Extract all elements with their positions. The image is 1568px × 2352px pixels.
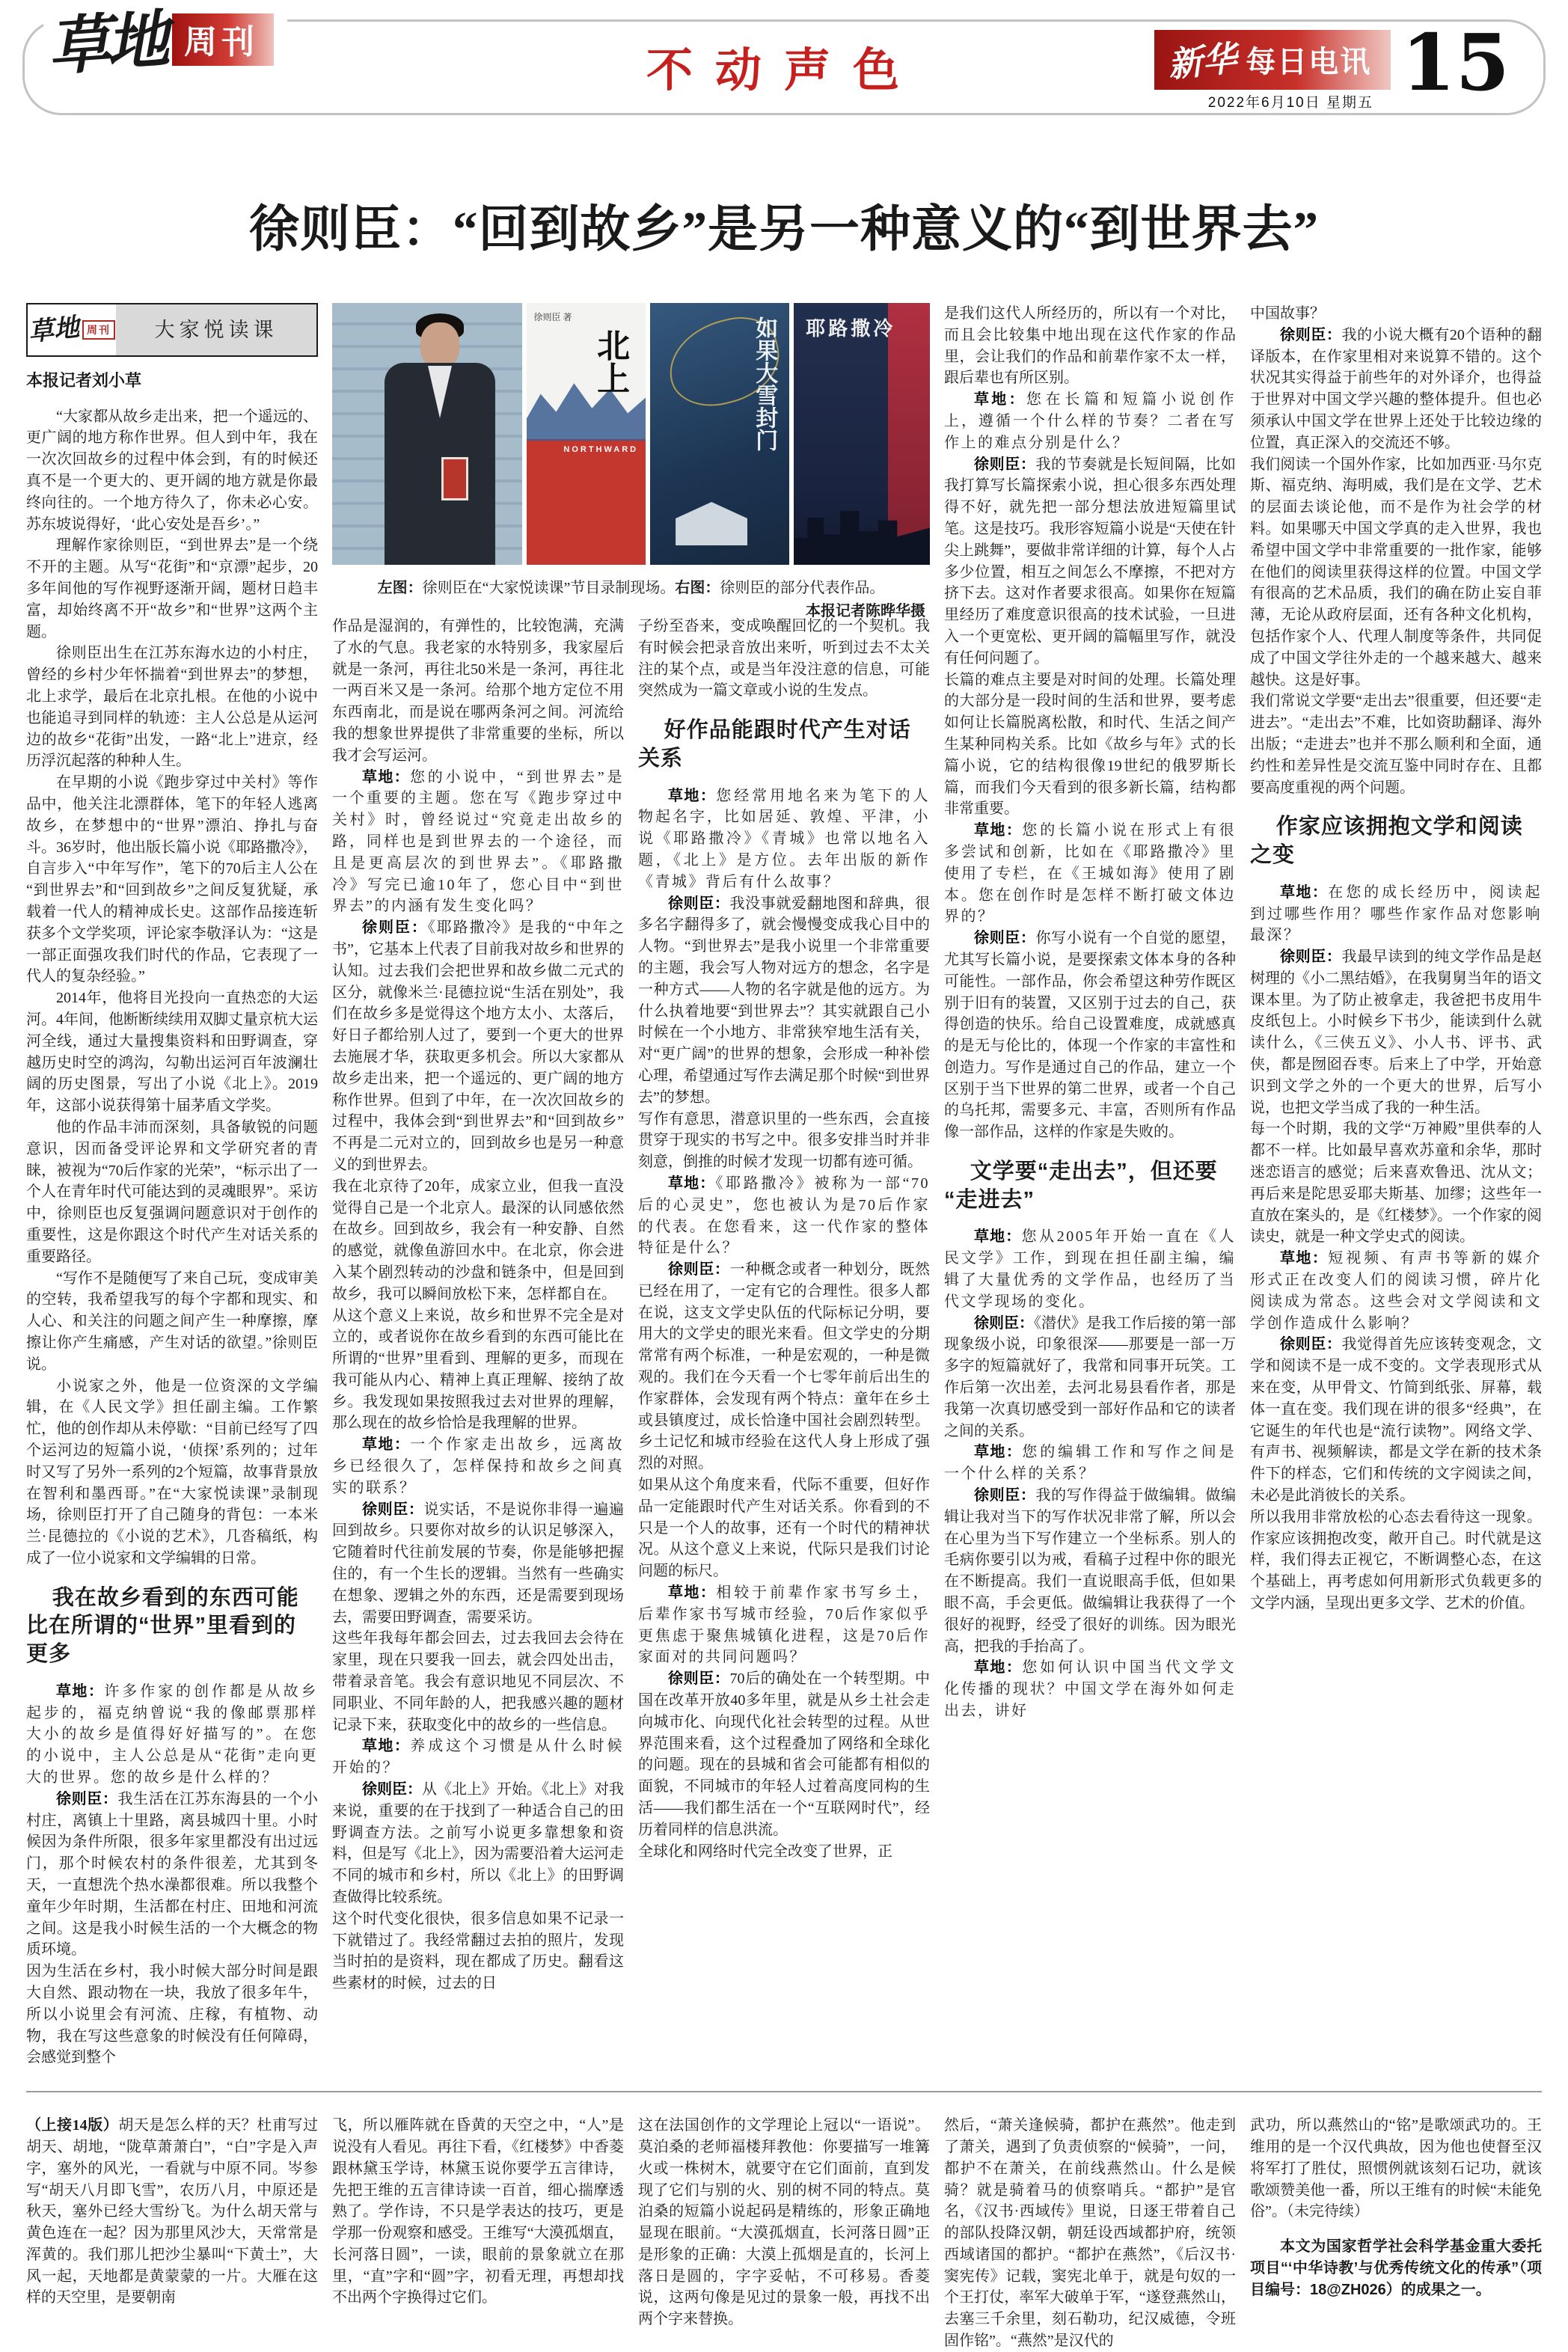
body-paragraph: 每一个时期，我的文学“万神殿”里供奉的人都不一样。比如最早喜欢苏童和余华，那时迷恋语言的感觉；后来喜欢鲁迅、沈从文；再后来是陀思妥耶夫斯基、加缪；这些年一直放在案头的，是《红楼梦》。一个作家的阅读史，就是一种文学史式的阅读。: [1250, 1121, 1542, 1246]
speaker-label: 草地：: [362, 1436, 411, 1454]
body-paragraph: 这个时代变化很快，很多信息如果不记录一下就错过了。我经常翻过去拍的照片，发现当时拍的是资料，现在都成了历史。翻看这些素材的时候，过去的日: [332, 1910, 624, 1992]
body-paragraph: “大家都从故乡走出来，把一个遥远的、更广阔的地方称作世界。但人到中年，我在一次次回故乡的过程中体会到，有的时候还真不是一个更大的、更开阔的地方就是你最终向往的。一个地方待久了，你未必心安。苏东坡说得好，‘此心安处是吾乡’。”: [26, 408, 318, 533]
body-paragraph: 徐则臣出生在江苏东海水边的小村庄，曾经的乡村少年怀揣着“到世界去”的梦想，北上求学，最后在北京扎根。在他的小说中也能追寻到同样的轨迹：主人公总是从运河边的故乡“花街”出发，一路“北上”进京，经历浮沉起落的种种人生。: [26, 645, 318, 770]
speaker-label: 草地：: [1280, 1250, 1329, 1267]
body-paragraph: （上接14版）胡天是怎么样的天？杜甫写过胡天、胡地，“陇草萧萧白”，“白”字是入声字，塞外的风光，一看就与中原不同。岑参写“胡天八月即飞雪”，农历八月，中原还是秋天，塞外已经大雪纷飞。为什么胡天常与黄色连在一起？因为那里风沙大，天常常是浑黄的。我们那儿把沙尘暴叫“下黄土”，大风一起，天地都是黄蒙蒙的一片。大雁在这样的天空里，是要朝南: [26, 2117, 319, 2306]
page-number: 15: [1401, 16, 1510, 108]
section-subhead: 文学要“走出去”，但还要“走进去”: [944, 1160, 1218, 1212]
body-paragraph: 全球化和网络时代完全改变了世界，正: [638, 1843, 892, 1860]
answer-paragraph: 徐则臣：《潜伏》是我工作后接的第一部现象级小说，印象很深——那要是一部一万多字的短篇就好了，我常和同事开玩笑。工作后第一次出差，去河北易县看作者，那是我第一次真切感受到一部好作品和它的读者之间的关系。: [944, 1314, 1236, 1439]
speaker-label: 徐则臣：: [1280, 949, 1342, 966]
article-column-4: [944, 303, 1236, 2068]
speaker-label: 草地：: [974, 1659, 1023, 1676]
answer-paragraph: 徐则臣：70后的确处在一个转型期。中国在改革开放40多年里，就是从乡土社会走向城市化、向现代化社会转型的过程。从世界范围来看，这个过程叠加了网络和全球化的问题。现在的县城和省会可能都有相似的面貌，不同城市的年轻人过着高度同构的生活——我们都生活在一个“互联网时代”，经历着同样的信息洪流。: [638, 1670, 930, 1838]
question-paragraph: 草地：您如何认识中国当代文学文化传播的现状？中国文学在海外如何走出去，讲好: [944, 1659, 1237, 1719]
body-paragraph: 这些年我每年都会回去，过去我回去会待在家里，现在只要我一回去，就会四处出击，带着录音笔。我会有意识地见不同层次、不同职业、不同年龄的人，把我感兴趣的题材记录下来，获取变化中的故乡的一些信息。: [332, 1630, 624, 1733]
question-paragraph: 草地：您的小说中，“到世界去”是一个重要的主题。您在写《跑步穿过中关村》时，曾经说过“究竟走出故乡的路，同样也是到世界去的一个途径，而且是更高层次的到世界去”。《耶路撒冷》写完已逾10年了，您心目中“到世界去”的内涵有发生变化吗？: [332, 768, 624, 915]
speaker-label: 草地：: [668, 1175, 716, 1192]
brand-script-caodi: 草地: [45, 1, 168, 85]
article-column-1: [26, 303, 318, 2068]
series-badge: [26, 303, 318, 357]
answer-paragraph: 徐则臣：我没事就爱翻地图和辞典，很多名字翻得多了，就会慢慢变成我心目中的人物。“到世界去”是我小说里一个非常重要的主题，我会写人物对远方的想念，名字是一种方式——人物的名字就是他的远方。为什么执着地要“到世界去”？其实就跟自己小时候在一个小地方、非常狭窄地生活有关，对“更广阔”的世界的想象，会形成一种补偿心理，希望通过写作去满足那个时候“到世界去”的梦想。: [638, 895, 930, 1106]
answer-paragraph: 徐则臣：我的小说大概有20个语种的翻译版本，在作家里相对来说算不错的。这个状况其实得益于前些年的对外译介，也得益于世界对中国文学兴趣的整体提升。但也必须承认中国文学在世界上还处于比较边缘的位置，真正深入的交流还不够。: [1250, 326, 1542, 451]
answer-paragraph: 徐则臣：你写小说有一个自觉的愿望，尤其写长篇小说，是要探索文体本身的各种可能性。一部作品，你会希望这种劳作既区别于旧有的装置，又区别于过去的自己，获得创造的快乐。给自己设置难度，成就感真的是无与伦比的，体现一个作家的丰富性和创造力。写作是通过自己的作品，建立一个区别于当下世界的第二世界，或者一个自己的乌托邦，需要多元、丰富，否则所有作品像一部作品，这样的作家是失败的。: [944, 930, 1236, 1141]
body-paragraph: 理解作家徐则臣，“到世界去”是一个绕不开的主题。从写“花街”和“京漂”起步，20多年间他的写作视野逐渐开阔，题材日趋丰富，却始终离不开“故乡”和“世界”这两个主题。: [26, 537, 318, 640]
column-blocks: [638, 2115, 930, 2330]
paper-logo-box: [1154, 30, 1391, 90]
question-paragraph: 草地：在您的成长经历中，阅读起到过哪些作用？哪些作家作品对您影响最深？: [1250, 883, 1543, 944]
speaker-label: 草地：: [362, 768, 410, 785]
section-subhead: 好作品能跟时代产生对话关系: [638, 718, 911, 771]
book-title: 北上: [592, 328, 629, 394]
answer-paragraph: 徐则臣：《耶路撒冷》是我的“中年之书”，它基本上代表了目前我对故乡和世界的认知。过去我们会把世界和故乡做二元式的区分，就像米兰·昆德拉说“生活在别处”，我们在故乡多是觉得这个地方太小、太落后，好日子都给别人过了，要到一个更大的世界去施展才华，获取更多机会。所以大家都从故乡走出来，把一个遥远的、更广阔的地方称作世界。但到了中年，在一次次回故乡的过程中，我体会到“到世界去”和“回到故乡”不再是二元对立的，回到故乡也是另一种意义的到世界去。: [332, 919, 624, 1173]
book-title: 如果大雪封门: [752, 316, 777, 451]
speaker-label: 草地：: [974, 391, 1026, 408]
answer-paragraph: 徐则臣：我的写作得益于做编辑。做编辑让我对当下的写作状况非常了解，所以会在心里为当下写作建立一个坐标系。别人的毛病你要引以为戒，看稿子过程中你的眼光在不断提高。我们一直说眼高手低，但如果眼不高，手会更低。做编辑让我获得了一个很好的视野，经受了很好的训练。因为眼光高，把我的手抬高了。: [944, 1487, 1236, 1655]
body-paragraph: 武功，所以燕然山的“铭”是歌颂武功的。王维用的是一个汉代典故，因为他也使督至汉将军打了胜仗，照惯例就该刻石记功，就该歌颂赞美他一番，所以王维有的时候“未能免俗”。（未完待续）: [1250, 2117, 1542, 2220]
column-title-text: 不动声色: [624, 46, 944, 97]
body-paragraph: 写作有意思，潜意识里的一些东西，会直接贯穿于现实的书写之中。很多安排当时并非刻意，倒推的时候才发现一切都有迹可循。: [638, 1110, 930, 1171]
article-column-5: [1250, 303, 1542, 2068]
funding-note: 本文为国家哲学社会科学基金重大委托项目“‘中华诗教’与优秀传统文化的传承”（项目编号：18@ZH026）的成果之一。: [1250, 2238, 1542, 2298]
body-paragraph: 然后，“萧关逢候骑，都护在燕然”。他走到了萧关，遇到了负责侦察的“候骑”，一问，都护不在萧关，在前线燕然山。什么是候骑？就是骑着马的侦察哨兵。“都护”是官名，《汉书·西域传》里说，日逐王带着自己的部队投降汉朝，朝廷设西域都护府，统领西域诸国的都护。“都护在燕然”，《后汉书·窦宪传》记载，窦宪北单于，就是句奴的一个王打仗，率军大破单于军，“遂登燕然山，去塞三千余里，刻石勒功，纪汉威德，令班固作铭”。“燕然”是汉代的: [944, 2117, 1236, 2350]
brand-box-zhoukan: 周刊: [172, 13, 274, 66]
book-subtitle: NORTHWARD: [563, 445, 639, 454]
badge-script-caodi: 草地: [27, 312, 81, 348]
speaker-label: 草地：: [974, 1444, 1023, 1461]
speaker-label: 徐则臣：: [56, 1790, 118, 1807]
body-paragraph: 从这个意义上来说，故乡和世界不完全是对立的，或者说你在故乡看到的东西可能比在所谓的“世界”里看到、理解的更多，而现在我可能从内心、精神上真正理解、接纳了故乡。我发现如果按照我过去对世界的理解，那么现在的故乡恰恰是我理解的世界。: [332, 1307, 624, 1432]
question-paragraph: 草地：您经常用地名来为笔下的人物起名字，比如居延、敦煌、平津，小说《耶路撒冷》《青城》也常以地名入题，《北上》是方位。去年出版的新作《青城》背后有什么故事？: [638, 787, 931, 890]
column-blocks: [944, 2115, 1236, 2352]
column-blocks: [26, 2115, 318, 2309]
body-paragraph: 长篇的难点主要是对时间的处理。长篇处理的大部分是一段时间的生活和世界，要考虑如何让长篇脱离松散，和时代、生活之间产生某种同构关系。比如《故乡与年》式的长篇小说，它的结构很像19世纪的俄罗斯长篇，而我们今天看到的很多新长篇，结构都非常重要。: [944, 671, 1236, 818]
badge-label: 大家悦读课: [116, 304, 316, 355]
person-holding-book: [441, 457, 468, 500]
photo-caption: [332, 575, 930, 597]
speaker-label: 草地：: [56, 1682, 105, 1700]
photos-strip: [332, 303, 930, 565]
body-paragraph: 如果从这个角度来看，代际不重要，但好作品一定能跟时代产生对话关系。你看到的不只是一个人的故事，还有一个时代的精神状况。从这个意义上来说，代际只是我们讨论问题的标尺。: [638, 1477, 930, 1580]
caption-text-left: 徐则臣在“大家悦读课”节目录制现场。: [422, 580, 676, 596]
main-article: [0, 303, 1568, 2068]
question-paragraph: 草地：您的编辑工作和写作之间是一个什么样的关系？: [944, 1444, 1237, 1483]
bottom-column-3: [638, 2115, 930, 2352]
question-paragraph: 草地：一个作家走出故乡，远离故乡已经很久了，怎样保持和故乡之间真实的联系？: [332, 1436, 625, 1496]
body-paragraph: 他的作品丰沛而深刻，具备敏锐的问题意识，因而备受评论界和文学研究者的青睐，被视为“70后作家的光荣”，“标示出了一个人在青年时代可能达到的灵魂眼界”。采访中，徐则臣也反复强调问题意识对于创作的重要性，这是你跟这个时代产生对话关系的重要路径。: [26, 1118, 318, 1265]
caption-label-left: 左图：: [377, 580, 423, 596]
speaker-label: 徐则臣：: [362, 919, 428, 937]
speaker-label: （上接14版）: [26, 2117, 119, 2134]
body-paragraph: 我们常说文学要“走出去”很重要，但还要“走进去”。“走出去”不难，比如资助翻译、海外出版；“走进去”也并不那么顺利和全面，通约性和差异性是交流互鉴中同时存在、且都要高度重视的两个问题。: [1250, 693, 1542, 796]
speaker-label: 徐则臣：: [974, 456, 1036, 473]
speaker-label: 徐则臣：: [362, 1501, 424, 1518]
paper-logo-name: 每日电讯: [1246, 45, 1372, 79]
speaker-label: 徐则臣：: [974, 1487, 1036, 1504]
column-blocks: [332, 2115, 624, 2309]
column-blocks: [1250, 303, 1542, 1614]
column-blocks: [26, 406, 318, 2068]
answer-paragraph: 徐则臣：我最早读到的纯文学作品是赵树理的《小二黑结婚》，在我舅舅当年的语文课本里。为了防止被拿走，我爸把书皮用牛皮纸包上。小时候乡下书少，能读到什么就读什么，《三侠五义》、小人书、评书、武侠，都是囫囵吞枣。后来上了中学，开始意识到文学之外的一个更大的世界，后写小说，也把文学当成了我的一种生活。: [1250, 949, 1542, 1116]
body-paragraph: 所以我用非常放松的心态去看待这一现象。作家应该拥抱改变，敞开自己。时代就是这样，我们得去正视它，不断调整心态，在这个基础上，再考虑如何用新形式负载更多的文学内涵，呈现出更多文学、艺术的价值。: [1250, 1508, 1542, 1611]
section-subhead: 我在故乡看到的东西可能比在所谓的“世界”里看到的更多: [26, 1585, 299, 1667]
body-paragraph: 我在北京待了20年，成家立业，但我一直没觉得自己是一个北京人。最深的认同感依然在故乡。回到故乡，我会有一种安静、自然的感觉，就像鱼游回水中。在北京，你会进入某个剧烈转动的沙盘和链条中，但是回到故乡，我可以瞬间放松下来，怎样都自在。: [332, 1177, 624, 1302]
speaker-label: 徐则臣：: [668, 1261, 730, 1278]
body-paragraph: 是我们这代人所经历的，所以有一个对比，而且会比较集中地出现在这代作家的作品里，会让我们的作品和前辈作家不太一样，跟后辈也有所区别。: [944, 305, 1236, 387]
answer-paragraph: 徐则臣：一种概念或者一种划分，既然已经在用了，一定有它的合理性。很多人都在说，这支文学史队伍的代际标记分明，要用大的文学史的眼光来看。但文学史的分期常常有两个标准，一种是宏观的，一种是微观的。我们在今天看一个七零年前后出生的作家群体，会发现有两个特点：童年在乡土或县镇度过，成长恰逢中国社会剧烈转型。乡土记忆和城市经验在这代人身上形成了强烈的对照。: [638, 1261, 930, 1472]
body-paragraph: 小说家之外，他是一位资深的文学编辑，在《人民文学》担任副主编。工作繁忙，他的创作却从未停歇：“目前已经写了四个运河边的短篇小说，‘侦探’系列的；过年时又写了另外一系列的2个短篇，故事背景放在智利和墨西哥。”在“大家悦读课”录制现场，徐则臣打开了自己随身的背包：一本米兰·昆德拉的《小说的艺术》，几沓稿纸，构成了一位小说家和文学编辑的日常。: [26, 1377, 318, 1567]
photo-block: [332, 303, 930, 619]
person-head: [420, 322, 459, 367]
caption-text-right: 徐则臣的部分代表作品。: [720, 580, 885, 596]
speaker-label: 草地：: [974, 822, 1023, 839]
speaker-label: 草地：: [974, 1228, 1022, 1246]
body-paragraph: 我们阅读一个国外作家，比如加西亚·马尔克斯、福克纳、海明威，我们是在文学、艺术的层面去谈论他，而不是作为社会学的材料。如果哪天中国文学真的走入世界，我也希望中国文学中非常重要的一批作家，能够在他们的阅读里获得这样的位置。中国文学有很高的艺术品质，我们的确在防止妄自菲薄，无论从政府层面，还有各种文化机构，包括作家个人、代理人制度等条件，共同促成了中国文学往外走的一个越来越大、越来越快。这是好事。: [1250, 456, 1542, 688]
speaker-label: 草地：: [668, 1584, 717, 1602]
date-line: 2022年6月10日 星期五: [1201, 91, 1381, 111]
answer-paragraph: 徐则臣：我的节奏就是长短间隔，比如我打算写长篇探索小说，担心很多东西处理得不好，就先把一部分想法放进短篇里试笔。这是技巧。我形容短篇小说是“天使在针尖上跳舞”，要做非常详细的计算，每个人占多少位置，相互之间怎么不摩擦，不把对方挤下去。这对作者要求很高。如果你在短篇里经历了难度意识很高的技术试验，一旦进入一个更宽松、更开阔的篇幅里写作，就没有任何问题了。: [944, 456, 1236, 667]
speaker-label: 草地：: [668, 787, 717, 804]
question-paragraph: 草地：短视频、有声书等新的媒介形式正在改变人们的阅读习惯，碎片化阅读成为常态。这些会对文学阅读和文学创作造成什么影响？: [1250, 1250, 1543, 1332]
question-paragraph: 草地：您的长篇小说在形式上有很多尝试和创新，比如在《耶路撒冷》里使用了专栏，在《王城如海》使用了剧本。您在创作时是怎样不断打破文体边界的？: [944, 822, 1237, 925]
body-paragraph: 中国故事？: [1250, 305, 1325, 322]
caption-label-right: 右图：: [675, 580, 720, 596]
bottom-column-4: [944, 2115, 1236, 2352]
bottom-column-5: [1250, 2115, 1542, 2352]
speaker-label: 徐则臣：: [668, 895, 730, 912]
body-paragraph: 子纷至沓来，变成唤醒回忆的一个契机。我有时候会把录音放出来听，听到过去不太关注的某个点，或是当年没注意的信息，可能突然成为一篇文章或小说的生发点。: [638, 618, 930, 699]
question-paragraph: 草地：养成这个习惯是从什么时候开始的？: [332, 1738, 625, 1777]
column-blocks: [944, 303, 1236, 1722]
speaker-label: 徐则臣：: [1280, 1336, 1342, 1353]
speaker-label: 徐则臣：: [974, 930, 1036, 947]
speaker-label: 草地：: [362, 1738, 411, 1755]
body-paragraph: 飞，所以雁阵就在昏黄的天空之中，“人”是说没有人看见。再往下看，《红楼梦》中香菱跟林黛玉学诗，林黛玉说你要学五言律诗，先把王维的五言律诗读一百首，细心揣摩透熟了。学作诗，不只是学表达的技巧，更是学那一份观察和感受。王维写“大漠孤烟直，长河落日圆”，一读，眼前的景象就立在那里，“直”字和“圆”字，初看无理，再想却找不出两个字换得过它们。: [332, 2117, 624, 2306]
body-paragraph: 2014年，他将目光投向一直热恋的大运河。4年间，他断断续续用双脚丈量京杭大运河全线，通过大量搜集资料和田野调查，穿越历史时空的鸿沟，勾勒出运河百年波澜壮阔的历史图景，写出了小说《北上》。2019年，这部小说获得第十届茅盾文学奖。: [26, 990, 318, 1115]
book-title: 耶路撒冷: [806, 318, 896, 340]
bottom-column-1: [26, 2115, 318, 2352]
main-headline: 徐则臣：“回到故乡”是另一种意义的“到世界去”: [249, 202, 1319, 257]
continuation-article: [26, 2091, 1542, 2352]
body-paragraph: “写作不是随便写了来自己玩，变成审美的空转，我希望我写的每个字都和现实、和人心、和关注的问题之间产生一种摩擦，摩擦让你产生痛感，产生对话的欲望。”徐则臣说。: [26, 1270, 318, 1373]
question-paragraph: 草地：《耶路撒冷》被称为一部“70后的心灵史”，您也被认为是70后作家的代表。在您看来，这一代作家的整体特征是什么？: [638, 1175, 930, 1257]
studio-photo: [332, 303, 522, 565]
book-house-art: [676, 502, 747, 545]
body-paragraph: 因为生活在乡村，我小时候大部分时间是跟大自然、跟动物在一块，我放了很多年牛，所以小说里会有河流、庄稼，有植物、动物，我在写这些意象的时候没有任何障碍，会感觉到整个: [26, 1963, 318, 2066]
speaker-label: 徐则臣：: [362, 1781, 422, 1798]
question-paragraph: 草地：您在长篇和短篇小说创作上，遵循一个什么样的节奏？二者在写作上的难点分别是什么？: [944, 391, 1237, 451]
photo-credit: 本报记者陈晔华摄: [806, 603, 925, 619]
badge-logo: [28, 304, 116, 355]
byline: 本报记者刘小草: [26, 371, 142, 390]
column-blocks: [1250, 2115, 1542, 2300]
answer-paragraph: 徐则臣：从《北上》开始。《北上》对我来说，重要的在于找到了一种适合自己的田野调查方法。之前写小说更多靠想象和资料，但是写《北上》，因为需要沿着大运河走不同的城市和乡村，所以《北上》的田野调查做得比较系统。: [332, 1781, 624, 1906]
answer-paragraph: 徐则臣：说实话，不是说你非得一遍遍回到故乡。只要你对故乡的认识足够深入，它随着时代往前发展的节奏，你是能够把握住的，有一个生长的逻辑。当然有一些确实在想象、逻辑之外的东西，还是需要到现场去，需要田野调查，需要采访。: [332, 1501, 624, 1626]
speaker-label: 草地：: [1280, 883, 1329, 901]
speaker-label: 徐则臣：: [974, 1314, 1034, 1332]
question-paragraph: 草地：许多作家的创作都是从故乡起步的，福克纳曾说“我的像邮票那样大小的故乡是值得好好描写的”。在您的小说中，主人公总是从“花街”走向更大的世界。您的故乡是什么样的？: [26, 1682, 319, 1786]
body-paragraph: 在早期的小说《跑步穿过中关村》等作品中，他关注北漂群体，笔下的年轻人逃离故乡，在梦想中的“世界”漂泊、挣扎与奋斗。36岁时，他出版长篇小说《耶路撒冷》，自言步入“中年写作”，笔下的70后主人公在“到世界去”和“回到故乡”之间反复犹疑，承载着一代人的精神成长史。这部作品接连斩获多个文学奖项，评论家李敬泽认为：“这是一部正面强攻我们时代的作品，它表现了一代人的复杂经验。”: [26, 774, 318, 985]
bottom-column-2: [332, 2115, 624, 2352]
book-author: 徐则臣 著: [533, 312, 572, 322]
answer-paragraph: 徐则臣：我觉得首先应该转变观念，文学和阅读不是一成不变的。文学表现形式从来在变，从甲骨文、竹简到纸张、屏幕，载体一直在变。我们现在讲的很多“经典”，在它诞生的年代也是“流行读物”。网络文学、有声书、视频解读，都是文学在新的技术条件下的样态，它们和传统的文字阅读之间，未必是此消彼长的关系。: [1250, 1336, 1542, 1504]
speaker-label: 徐则臣：: [1280, 326, 1342, 343]
body-paragraph: 这在法国创作的文学理论上冠以“一语说”。莫泊桑的老师福楼拜教他：你要描写一堆篝火或一株树木，就要守在它们面前，直到发现了它们与别的火、别的树不同的特点。莫泊桑的短篇小说起码是精练的，形象正确地显现在眼前。“大漠孤烟直，长河落日圆”正是形象的正确：大漠上孤烟是直的，长河上落日是圆的，字字妥帖，不可移易。香菱说，这两句像是见过的景象一般，再找不出两个字来替换。: [638, 2117, 930, 2328]
book-cover-ruguodaxuefengmen: [650, 303, 789, 565]
column-blocks: [638, 616, 930, 1862]
paper-logo-script: 新华: [1166, 37, 1240, 85]
question-paragraph: 草地：您从2005年开始一直在《人民文学》工作，到现在担任副主编，编辑了大量优秀的文学作品，也经历了当代文学现场的变化。: [944, 1228, 1237, 1310]
speaker-label: 徐则臣：: [668, 1670, 730, 1688]
badge-mini-zhoukan: 周刊: [82, 320, 115, 340]
book-cover-yelusaleng: [794, 303, 930, 565]
section-subhead: 作家应该拥抱文学和阅读之变: [1250, 815, 1523, 868]
page-header: [0, 0, 1568, 123]
body-paragraph: 作品是湿润的，有弹性的，比较饱满，充满了水的气息。我老家的水特别多，我家屋后就是一条河，再往北50米是一条河，再往北一两百米又是一条河。给那个地方定位不用东西南北，而是说在哪两条河之间。河流给我的想象世界提供了非常重要的坐标，所以我才会写运河。: [332, 618, 624, 764]
column-blocks: [332, 616, 624, 1994]
answer-paragraph: 徐则臣：我生活在江苏东海县的一个小村庄，离镇上十里路，离县城四十里。小时候因为条件所限，很多年家里都没有出过远门，那个时候农村的条件很差，尤其到冬天，一直想洗个热水澡都很难。所以我整个童年少年时期，生活都在村庄、田地和河流之间。这是我小时候生活的一个大概念的物质环境。: [26, 1790, 318, 1959]
question-paragraph: 草地：相较于前辈作家书写乡土，后辈作家书写城市经验，70后作家似乎更焦虑于聚焦城镇化进程，这是70后作家面对的共同问题吗？: [638, 1584, 931, 1666]
book-cover-beishang: [527, 303, 646, 565]
